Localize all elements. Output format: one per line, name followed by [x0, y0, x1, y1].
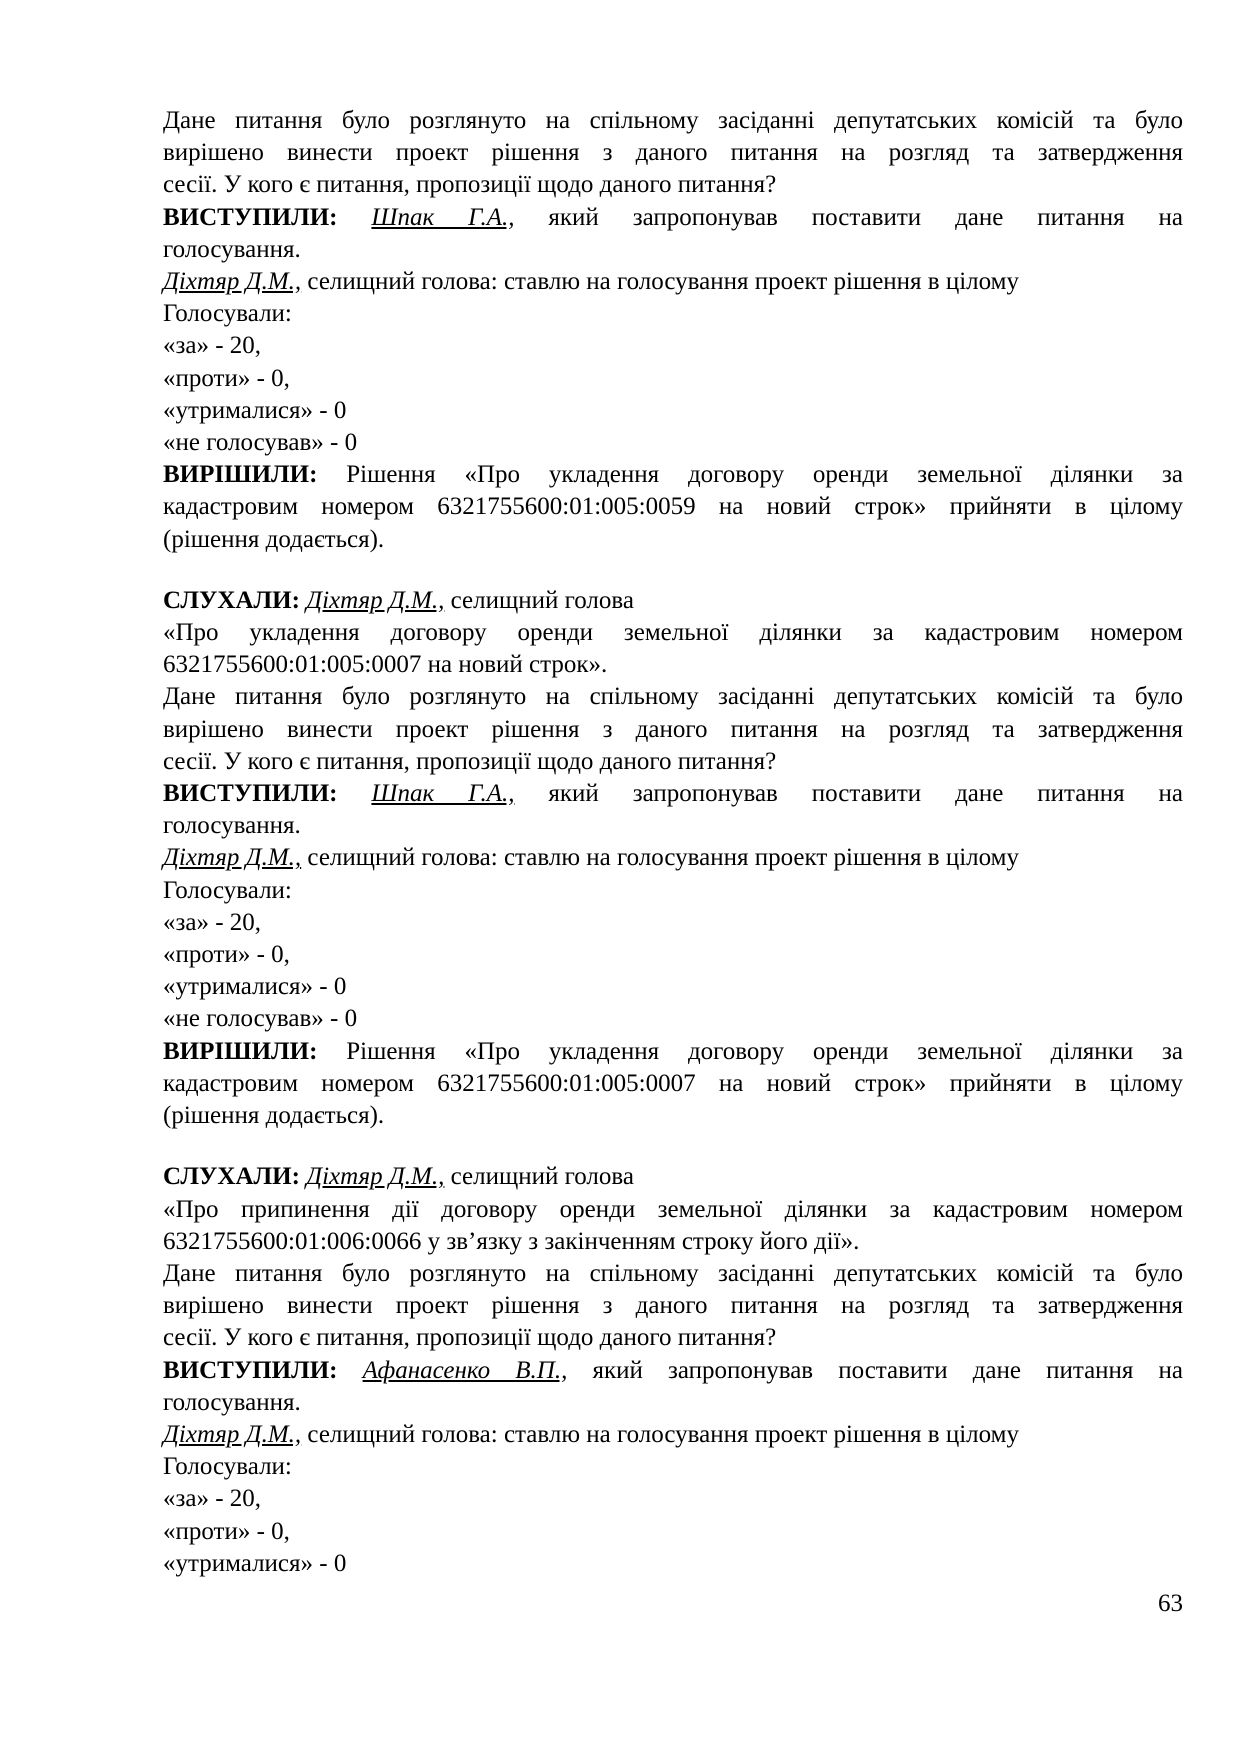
text-fragment: (рішення додається).: [163, 1102, 385, 1130]
text-fragment: «проти» - 0,: [163, 941, 290, 969]
text-fragment: (рішення додається).: [163, 525, 385, 553]
document-body: [163, 105, 1183, 1580]
text-fragment: «за» - 20,: [163, 332, 262, 360]
text-line: [163, 1226, 1183, 1258]
text-line: [163, 1258, 1183, 1290]
agenda-item: [163, 585, 1183, 1132]
text-fragment: 6321755600:01:006:0066 у зв’язку з закінченням строку його дії».: [163, 1227, 860, 1255]
text-line: [163, 1387, 1183, 1419]
text-fragment: [338, 1357, 363, 1384]
text-fragment: «утрималися» - 0: [163, 1549, 347, 1577]
text-fragment: вирішено винести проект рішення з даного питання на розгляд та затвердження: [163, 139, 1183, 167]
text-line: [163, 585, 1183, 617]
text-fragment: вирішено винести проект рішення з даного питання на розгляд та затвердження: [163, 715, 1183, 743]
text-fragment: «утрималися» - 0: [163, 396, 347, 424]
text-line: [163, 746, 1183, 778]
text-line: [163, 617, 1183, 649]
text-fragment: Голосували:: [163, 1453, 292, 1481]
text-line: [163, 778, 1183, 810]
text-fragment: голосування.: [163, 812, 301, 840]
text-line: [163, 1003, 1183, 1035]
text-line: [163, 234, 1183, 266]
speaker-name: Діхтяр Д.М.,: [163, 268, 302, 296]
text-line: [163, 202, 1183, 234]
text-fragment: «проти» - 0,: [163, 364, 290, 392]
text-line: [163, 1451, 1183, 1483]
text-line: [163, 330, 1183, 362]
text-line: [163, 266, 1183, 298]
text-fragment: селищний голова: [444, 586, 634, 614]
text-fragment: кадастровим номером 6321755600:01:005:0059 на новий строк» прийняти в цілому: [163, 493, 1183, 521]
text-fragment: вирішено винести проект рішення з даного питання на розгляд та затвердження: [163, 1292, 1183, 1320]
text-line: [163, 491, 1183, 523]
text-fragment: «за» - 20,: [163, 1485, 262, 1513]
text-fragment: 6321755600:01:005:0007 на новий строк».: [163, 651, 608, 679]
text-fragment: Голосували:: [163, 876, 292, 904]
text-fragment: селищний голова: ставлю на голосування проект рішення в цілому: [301, 844, 1019, 872]
text-fragment: «проти» - 0,: [163, 1517, 290, 1545]
speaker-name: Шпак Г.А.,: [371, 780, 515, 808]
text-fragment: [338, 780, 372, 807]
text-line: [163, 842, 1183, 874]
text-line: [163, 875, 1183, 907]
text-line: [163, 105, 1183, 137]
text-line: [163, 971, 1183, 1003]
text-fragment: «утрималися» - 0: [163, 973, 347, 1001]
text-line: [163, 169, 1183, 201]
text-fragment: селищний голова: [444, 1163, 634, 1191]
text-line: [163, 1068, 1183, 1100]
text-fragment: Рішення «Про укладення договору оренди земельної ділянки за: [317, 461, 1183, 489]
text-line: [163, 395, 1183, 427]
section-keyword: ВИСТУПИЛИ:: [163, 780, 338, 808]
text-line: [163, 1036, 1183, 1068]
text-line: [163, 363, 1183, 395]
text-line: [163, 1194, 1183, 1226]
text-fragment: голосування.: [163, 1388, 301, 1416]
text-line: [163, 907, 1183, 939]
text-line: [163, 298, 1183, 330]
text-fragment: селищний голова: ставлю на голосування проект рішення в цілому: [301, 268, 1019, 296]
text-line: [163, 1483, 1183, 1515]
text-line: [163, 649, 1183, 681]
text-line: [163, 137, 1183, 169]
text-fragment: «Про припинення дії договору оренди земельної ділянки за кадастровим номером: [163, 1195, 1183, 1223]
speaker-name: Шпак Г.А.,: [371, 203, 515, 231]
text-fragment: «за» - 20,: [163, 908, 262, 936]
text-fragment: «не голосував» - 0: [163, 429, 358, 457]
text-line: [163, 524, 1183, 556]
section-keyword: СЛУХАЛИ:: [163, 1163, 300, 1191]
text-line: [163, 1419, 1183, 1451]
text-line: [163, 459, 1183, 491]
text-line: [163, 1516, 1183, 1548]
text-line: [163, 1161, 1183, 1193]
text-fragment: селищний голова: ставлю на голосування проект рішення в цілому: [301, 1420, 1019, 1448]
text-fragment: кадастровим номером 6321755600:01:005:0007 на новий строк» прийняти в цілому: [163, 1069, 1183, 1097]
text-fragment: «не голосував» - 0: [163, 1005, 358, 1033]
section-keyword: ВИРІШИЛИ:: [163, 461, 318, 489]
text-line: [163, 1290, 1183, 1322]
text-fragment: який запропонував поставити дане питання на: [514, 780, 1184, 808]
agenda-item: [163, 105, 1183, 556]
text-line: [163, 1548, 1183, 1580]
speaker-name: Діхтяр Д.М.,: [306, 1163, 445, 1191]
text-fragment: сесії. У кого є питання, пропозиції щодо даного питання?: [163, 1324, 777, 1352]
text-line: [163, 939, 1183, 971]
page-number: 63: [1158, 1590, 1183, 1617]
text-fragment: який запропонував поставити дане питання на: [567, 1356, 1184, 1384]
text-fragment: Дане питання було розглянуто на спільному засіданні депутатських комісій та було: [163, 107, 1183, 134]
section-keyword: ВИРІШИЛИ:: [163, 1037, 318, 1065]
text-line: [163, 1100, 1183, 1132]
text-fragment: сесії. У кого є питання, пропозиції щодо даного питання?: [163, 747, 777, 775]
text-fragment: [338, 204, 372, 231]
text-fragment: який запропонував поставити дане питання на: [514, 203, 1184, 231]
text-line: [163, 1322, 1183, 1354]
speaker-name: Діхтяр Д.М.,: [163, 1420, 302, 1448]
text-fragment: Дане питання було розглянуто на спільному засіданні депутатських комісій та було: [163, 1259, 1183, 1287]
text-fragment: Голосували:: [163, 300, 292, 328]
speaker-name: Діхтяр Д.М.,: [163, 844, 302, 872]
section-keyword: ВИСТУПИЛИ:: [163, 1356, 338, 1384]
text-line: [163, 427, 1183, 459]
text-line: [163, 810, 1183, 842]
text-fragment: сесії. У кого є питання, пропозиції щодо даного питання?: [163, 171, 777, 199]
text-fragment: Дане питання було розглянуто на спільному засіданні депутатських комісій та було: [163, 683, 1183, 711]
text-fragment: «Про укладення договору оренди земельної ділянки за кадастровим номером: [163, 619, 1183, 647]
text-line: [163, 681, 1183, 713]
text-line: [163, 714, 1183, 746]
agenda-item: [163, 1161, 1183, 1580]
text-line: [163, 1355, 1183, 1387]
text-fragment: Рішення «Про укладення договору оренди земельної ділянки за: [317, 1037, 1183, 1065]
section-keyword: СЛУХАЛИ:: [163, 586, 300, 614]
text-fragment: голосування.: [163, 235, 301, 263]
speaker-name: Афанасенко В.П.,: [362, 1356, 568, 1384]
speaker-name: Діхтяр Д.М.,: [306, 586, 445, 614]
section-keyword: ВИСТУПИЛИ:: [163, 203, 338, 231]
